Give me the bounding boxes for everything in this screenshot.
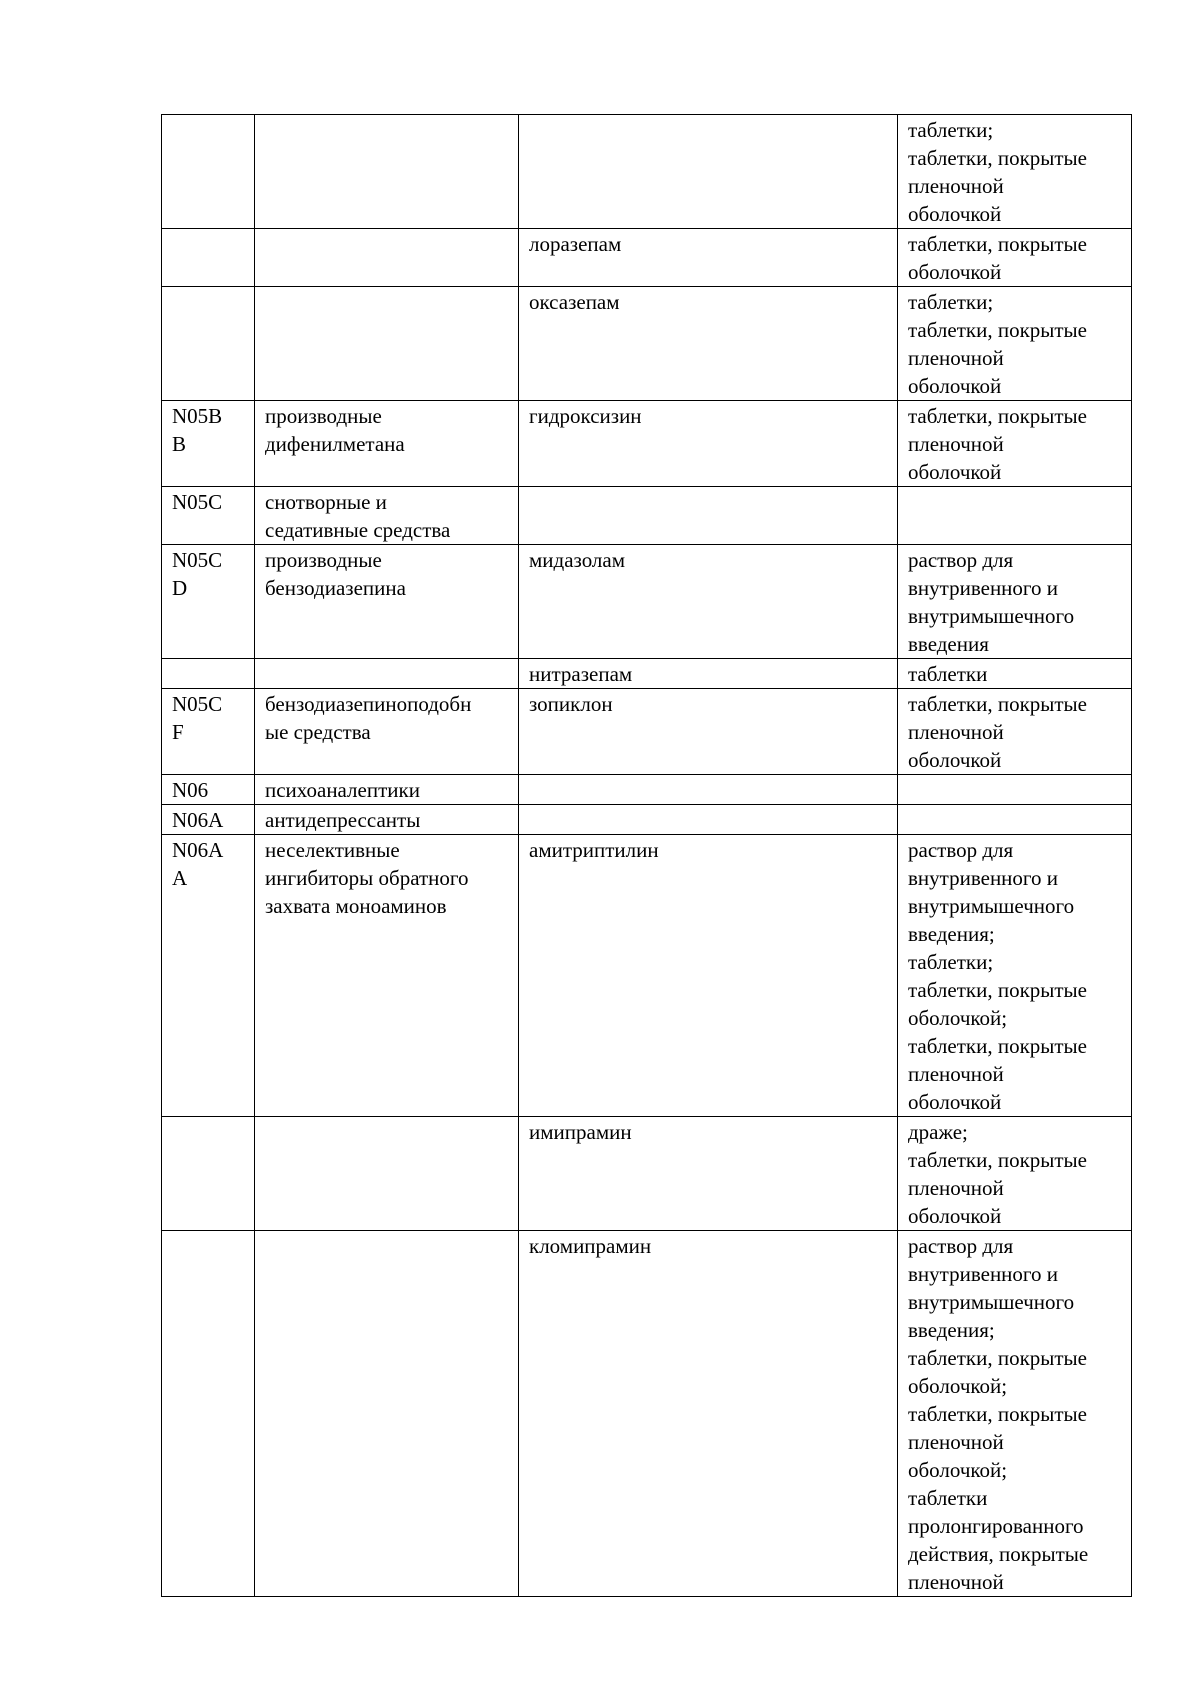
atc-code-cell: N06A A <box>162 835 255 1117</box>
drug-name-cell: нитразепам <box>519 659 898 689</box>
table-row <box>162 401 1132 487</box>
drug-name-cell: кломипрамин <box>519 1231 898 1597</box>
group-cell <box>255 659 519 689</box>
drug-name-cell <box>519 115 898 229</box>
table-row <box>162 115 1132 229</box>
drug-name-cell: оксазепам <box>519 287 898 401</box>
group-cell: антидепрессанты <box>255 805 519 835</box>
drug-name-cell: гидроксизин <box>519 401 898 487</box>
table-row <box>162 229 1132 287</box>
group-cell <box>255 115 519 229</box>
table-row <box>162 689 1132 775</box>
atc-code-cell: N06 <box>162 775 255 805</box>
atc-code-cell: N05C D <box>162 545 255 659</box>
table-row <box>162 1117 1132 1231</box>
group-cell <box>255 287 519 401</box>
table-body <box>162 115 1132 1597</box>
group-cell: снотворные и седативные средства <box>255 487 519 545</box>
group-cell: производные бензодиазепина <box>255 545 519 659</box>
drug-name-cell <box>519 487 898 545</box>
dosage-form-cell: раствор для внутривенного и внутримышечного введения; таблетки, покрытые оболочкой; таблетки, покрытые пленочной оболочкой; таблетки пролонгированного действия, покрытые пленочной <box>898 1231 1132 1597</box>
atc-code-cell <box>162 659 255 689</box>
table-row <box>162 487 1132 545</box>
dosage-form-cell: таблетки, покрытые оболочкой <box>898 229 1132 287</box>
atc-code-cell <box>162 1231 255 1597</box>
table-row <box>162 287 1132 401</box>
table-row <box>162 835 1132 1117</box>
table-row <box>162 775 1132 805</box>
atc-code-cell <box>162 1117 255 1231</box>
dosage-form-cell: таблетки, покрытые пленочной оболочкой <box>898 401 1132 487</box>
group-cell <box>255 1231 519 1597</box>
dosage-form-cell: таблетки <box>898 659 1132 689</box>
group-cell: психоаналептики <box>255 775 519 805</box>
dosage-form-cell <box>898 805 1132 835</box>
dosage-form-cell: раствор для внутривенного и внутримышечного введения; таблетки; таблетки, покрытые оболочкой; таблетки, покрытые пленочной оболочкой <box>898 835 1132 1117</box>
atc-code-cell <box>162 115 255 229</box>
atc-code-cell <box>162 287 255 401</box>
group-cell: бензодиазепиноподобн ые средства <box>255 689 519 775</box>
dosage-form-cell <box>898 487 1132 545</box>
atc-code-cell: N05C <box>162 487 255 545</box>
drug-name-cell: лоразепам <box>519 229 898 287</box>
drug-name-cell: мидазолам <box>519 545 898 659</box>
table-row <box>162 1231 1132 1597</box>
atc-code-cell <box>162 229 255 287</box>
dosage-form-cell: таблетки; таблетки, покрытые пленочной оболочкой <box>898 115 1132 229</box>
dosage-form-cell: раствор для внутривенного и внутримышечного введения <box>898 545 1132 659</box>
drug-name-cell <box>519 805 898 835</box>
group-cell <box>255 1117 519 1231</box>
dosage-form-cell: таблетки, покрытые пленочной оболочкой <box>898 689 1132 775</box>
group-cell: неселективные ингибиторы обратного захвата моноаминов <box>255 835 519 1117</box>
table-row <box>162 659 1132 689</box>
dosage-form-cell: таблетки; таблетки, покрытые пленочной оболочкой <box>898 287 1132 401</box>
dosage-form-cell <box>898 775 1132 805</box>
table-row <box>162 545 1132 659</box>
atc-code-cell: N06A <box>162 805 255 835</box>
drug-name-cell: зопиклон <box>519 689 898 775</box>
dosage-form-cell: драже; таблетки, покрытые пленочной оболочкой <box>898 1117 1132 1231</box>
table-row <box>162 805 1132 835</box>
group-cell <box>255 229 519 287</box>
drug-name-cell: имипрамин <box>519 1117 898 1231</box>
drug-name-cell <box>519 775 898 805</box>
group-cell: производные дифенилметана <box>255 401 519 487</box>
atc-code-cell: N05B B <box>162 401 255 487</box>
atc-code-cell: N05C F <box>162 689 255 775</box>
drug-name-cell: амитриптилин <box>519 835 898 1117</box>
drug-table <box>161 114 1132 1597</box>
